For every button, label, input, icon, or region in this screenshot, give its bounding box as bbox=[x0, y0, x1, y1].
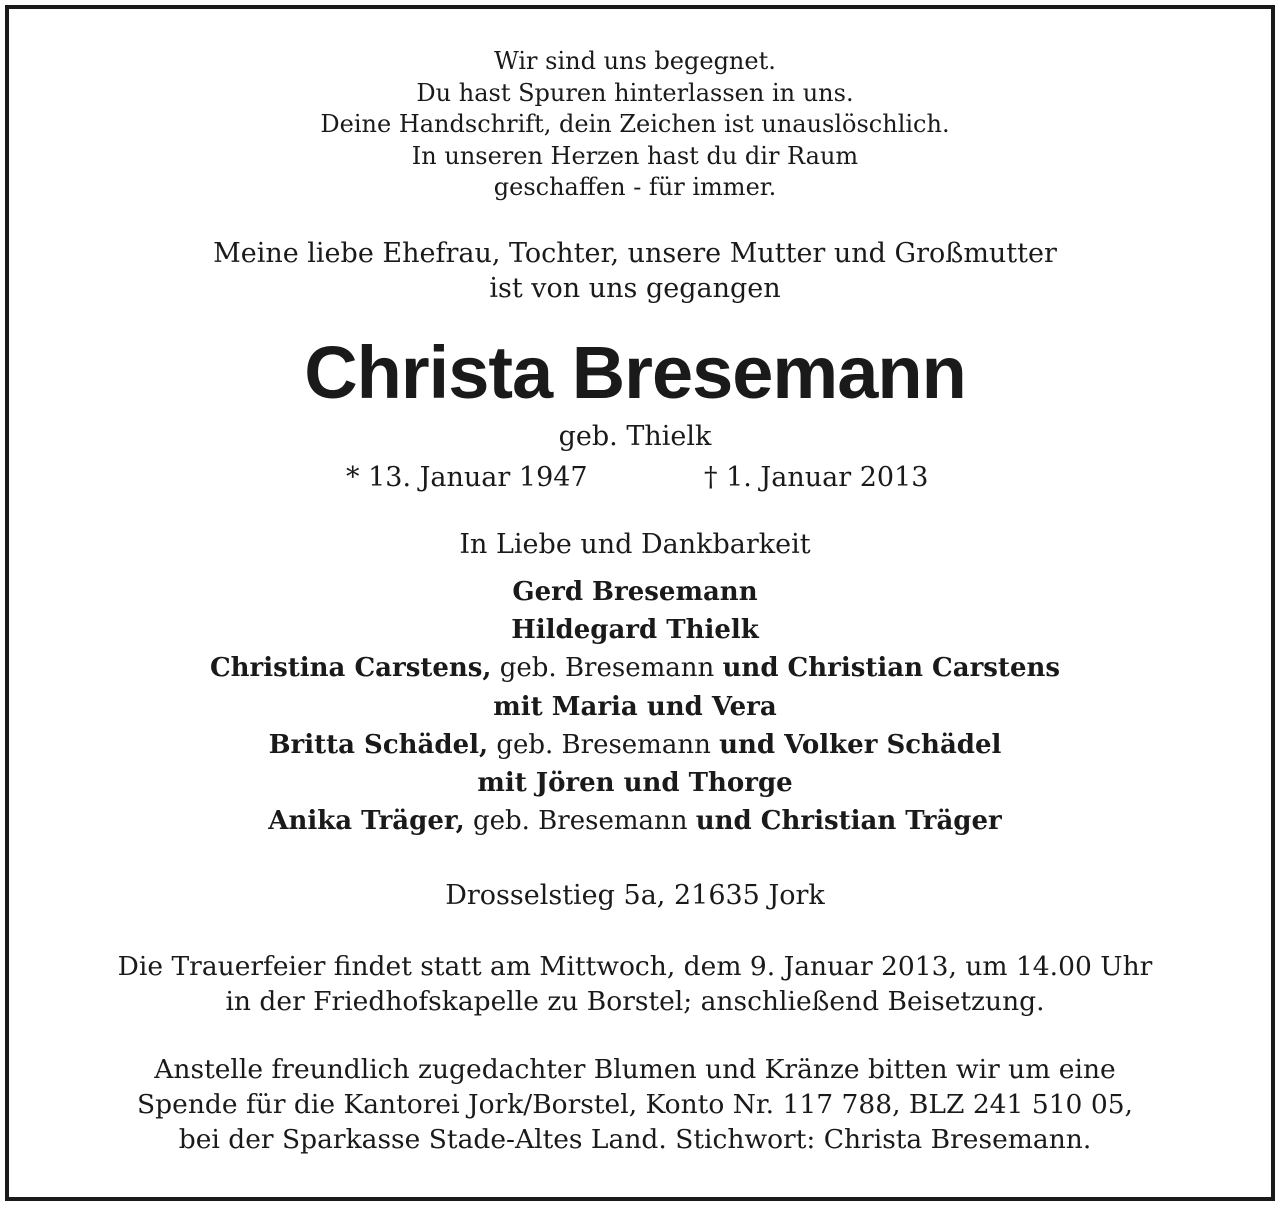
mourner-children: mit Maria und Vera bbox=[493, 691, 777, 722]
mourner-birth-name: geb. Bresemann bbox=[491, 653, 723, 684]
mourner-partner: und Volker Schädel bbox=[719, 729, 1002, 760]
mourner-birth-name: geb. Bresemann bbox=[488, 729, 720, 760]
poem-line: Deine Handschrift, dein Zeichen ist unauslöschlich. bbox=[320, 110, 950, 138]
mourner-britta bbox=[0, 726, 1270, 764]
donation-line: bei der Sparkasse Stade-Altes Land. Stichwort: Christa Bresemann. bbox=[178, 1124, 1092, 1155]
mourner-birth-name: geb. Bresemann bbox=[464, 806, 696, 837]
dedication-line: In Liebe und Dankbarkeit bbox=[459, 529, 811, 560]
mourner-gerd: Gerd Bresemann bbox=[512, 577, 758, 607]
mourner-partner: und Christian Träger bbox=[695, 806, 1002, 837]
poem-line: In unseren Herzen hast du dir Raum bbox=[411, 141, 859, 170]
family-address: Drosselstieg 5a, 21635 Jork bbox=[445, 880, 825, 911]
death-date: † 1. Januar 2013 bbox=[704, 462, 929, 493]
mourners-list bbox=[0, 573, 1270, 840]
mourner-hildegard: Hildegard Thielk bbox=[511, 615, 759, 646]
donation-line: Spende für die Kantorei Jork/Borstel, Konto Nr. 117 788, BLZ 241 510 05, bbox=[137, 1089, 1133, 1120]
announcement-line: Meine liebe Ehefrau, Tochter, unsere Mutter und Großmutter bbox=[213, 238, 1057, 269]
maiden-name: geb. Thielk bbox=[558, 421, 712, 452]
announcement-line: ist von uns gegangen bbox=[489, 273, 781, 304]
poem-line: geschaffen - für immer. bbox=[493, 173, 777, 201]
memorial-poem bbox=[0, 46, 1270, 204]
poem-line: Wir sind uns begegnet. bbox=[494, 47, 776, 75]
mourner-children: mit Jören und Thorge bbox=[477, 768, 793, 799]
mourner-name: Anika Träger, bbox=[268, 806, 465, 837]
mourner-name: Christina Carstens, bbox=[209, 653, 492, 684]
donation-line: Anstelle freundlich zugedachter Blumen und Kränze bitten wir um eine bbox=[154, 1054, 1116, 1085]
deceased-name: Christa Bresemann bbox=[304, 331, 966, 414]
funeral-service-info bbox=[0, 949, 1270, 1019]
ceremony-line: Die Trauerfeier findet statt am Mittwoch, dem 9. Januar 2013, um 14.00 Uhr bbox=[117, 951, 1153, 982]
announcement-text bbox=[0, 236, 1270, 306]
mourner-name: Britta Schädel, bbox=[268, 729, 489, 760]
ceremony-line: in der Friedhofskapelle zu Borstel; anschließend Beisetzung. bbox=[225, 986, 1045, 1017]
donation-request bbox=[0, 1052, 1270, 1157]
birth-date: * 13. Januar 1947 bbox=[346, 462, 588, 493]
mourner-christina bbox=[0, 649, 1270, 687]
mourner-partner: und Christian Carstens bbox=[722, 653, 1061, 684]
mourner-anika bbox=[0, 802, 1270, 840]
poem-line: Du hast Spuren hinterlassen in uns. bbox=[416, 78, 854, 107]
